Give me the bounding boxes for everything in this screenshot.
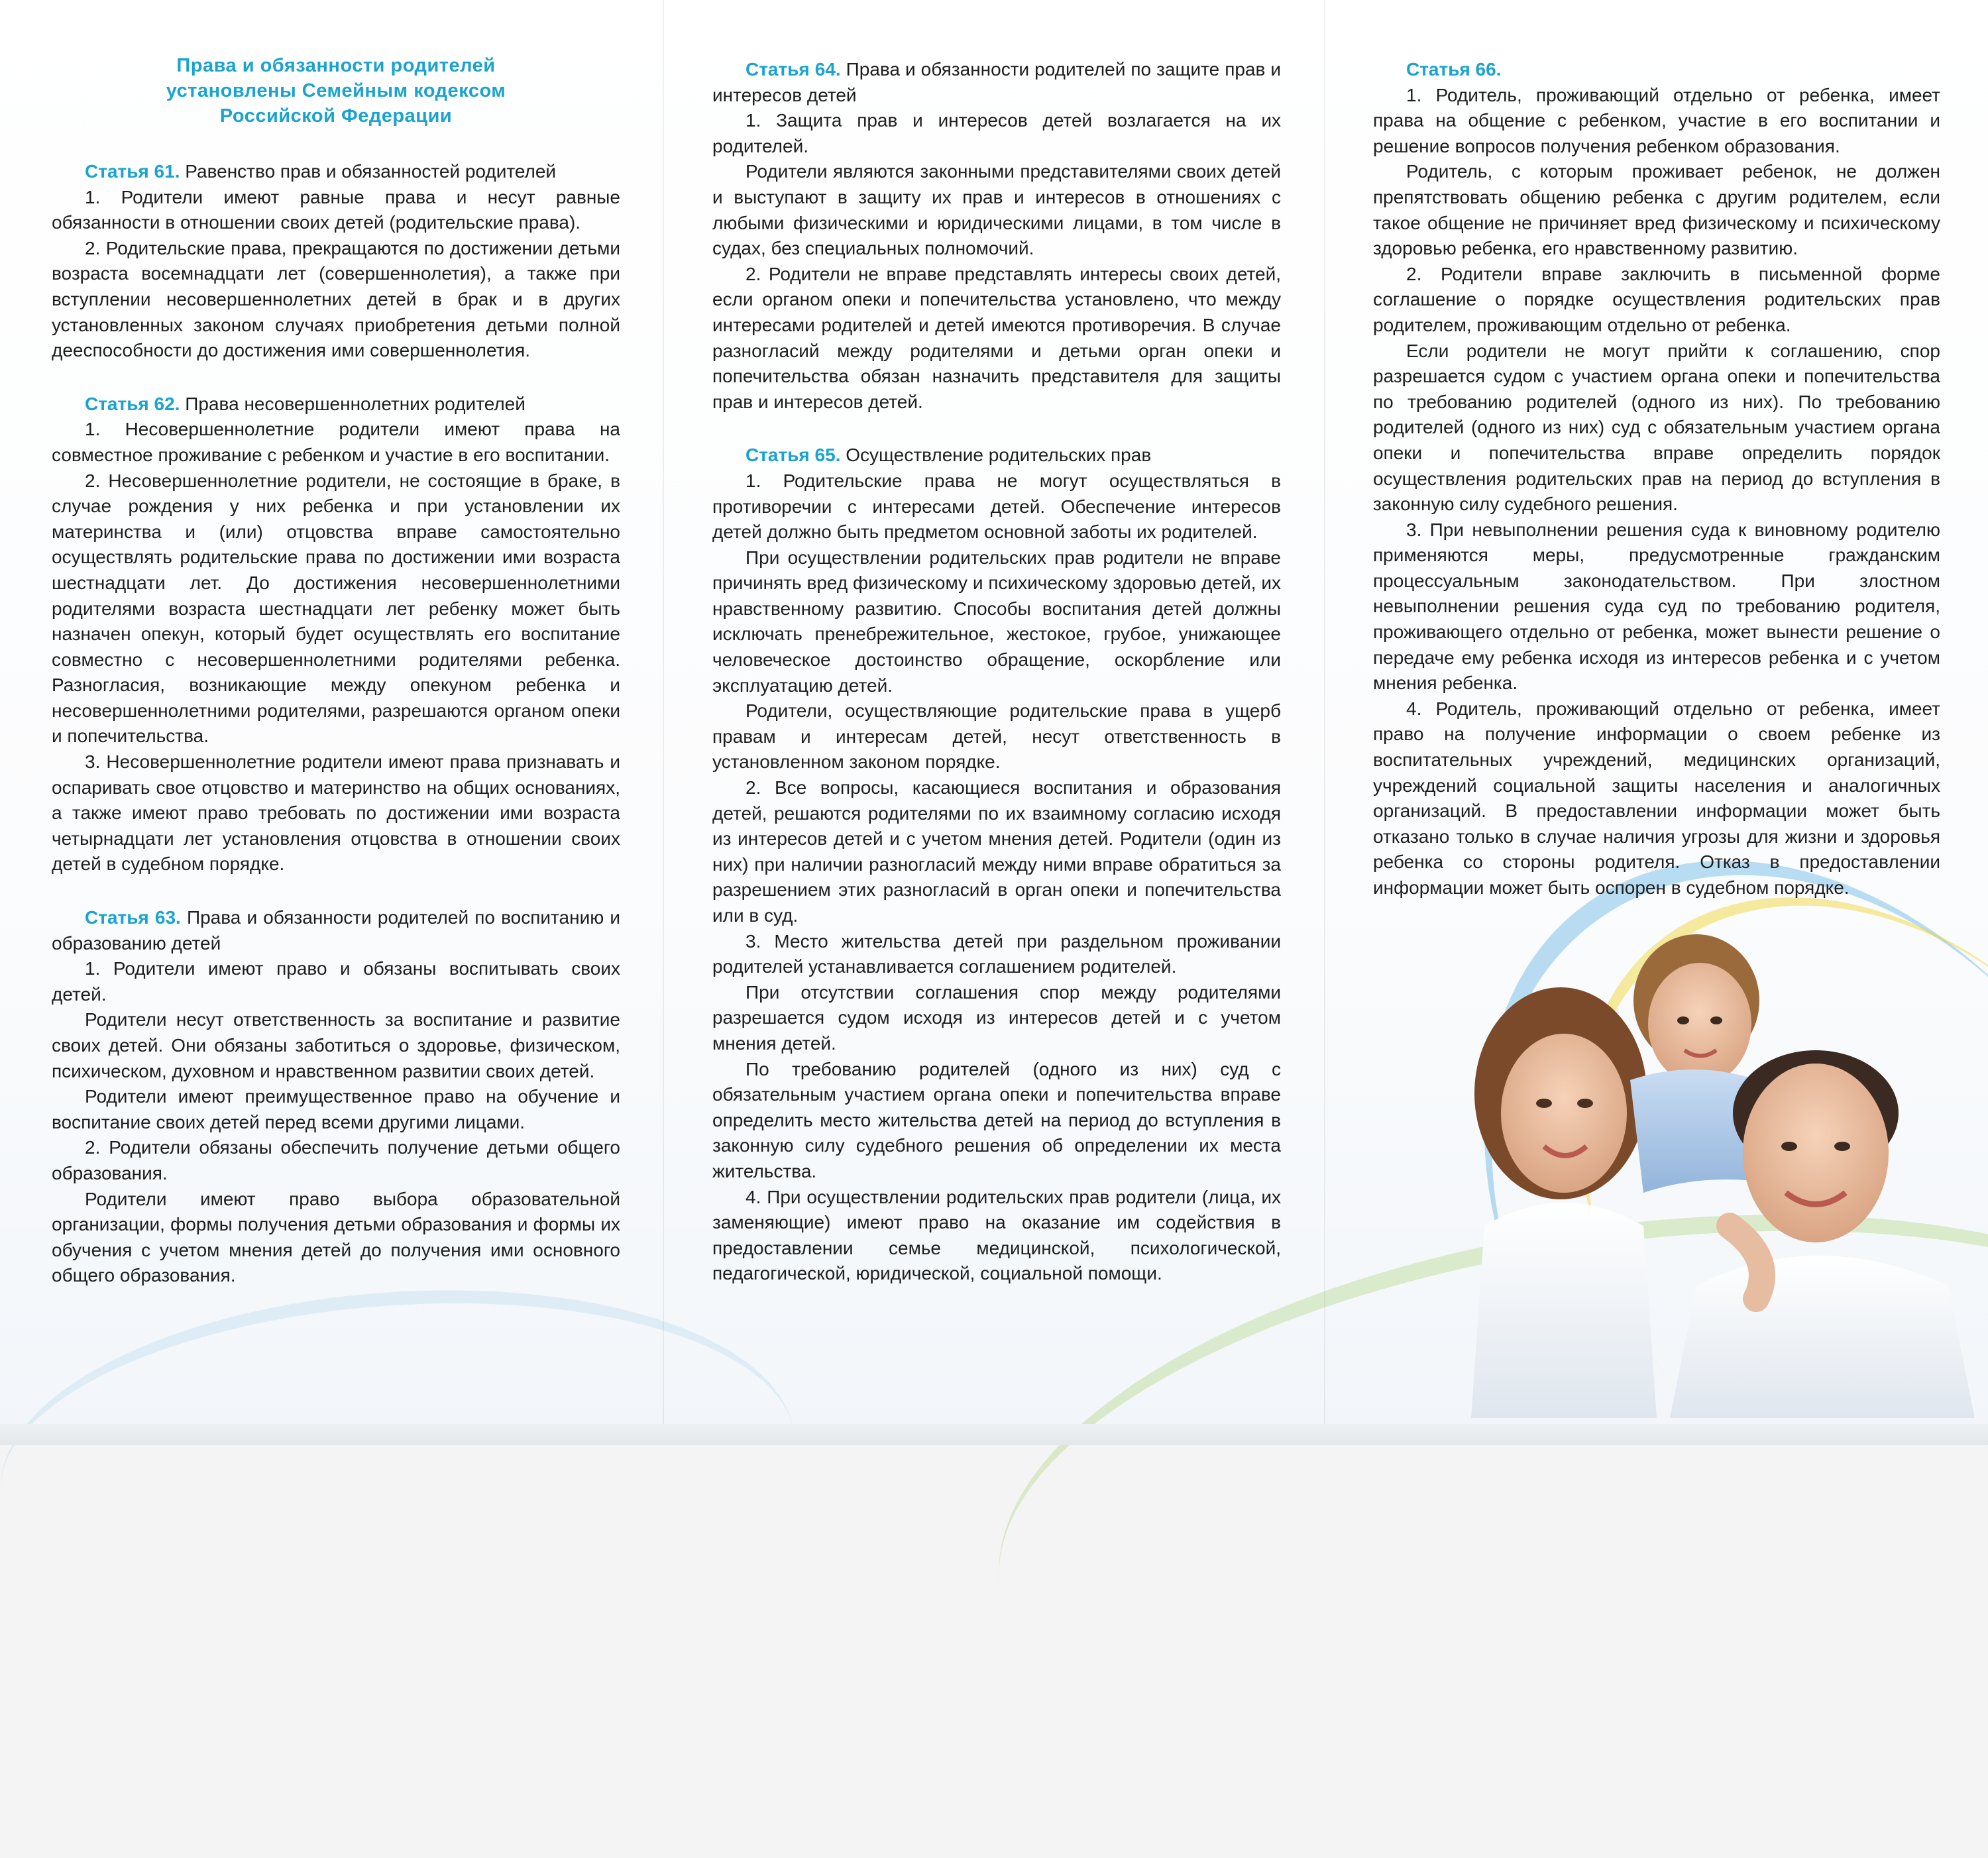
- fold-line: [1324, 0, 1325, 1424]
- article-heading: Статья 65. Осуществление родительских прав: [746, 445, 1152, 466]
- column-middle: [712, 57, 1281, 1315]
- article-label: Статья 61.: [85, 161, 180, 182]
- article-label: Статья 62.: [85, 393, 180, 414]
- paragraph: Родители, осуществляющие родительские права в ущерб правам и интересам детей, несут ответственность в установленном законом порядке.: [712, 700, 1281, 773]
- article-label: Статья 64.: [746, 59, 841, 80]
- article-label: Статья 66.: [1406, 59, 1502, 80]
- article-heading: Статья 64. Права и обязанности родителей по защите прав и интересов детей: [712, 59, 1281, 105]
- fold-line: [663, 0, 664, 1424]
- paragraph: 1. Родители имеют равные права и несут равные обязанности в отношении своих детей (родительские права).: [52, 186, 620, 233]
- article-61: [52, 159, 620, 364]
- article-heading: Статья 62. Права несовершеннолетних родителей: [85, 393, 525, 414]
- paragraph: Родитель, с которым проживает ребенок, не должен препятствовать общению ребенка с другим родителем, если такое общение не причиняет вред физическому и психическому здоровью ребенка, его нравственному развитию.: [1373, 161, 1940, 259]
- paragraph: 1. Родительские права не могут осуществляться в противоречии с интересами детей. Обеспечение интересов детей должно быть предметом основной заботы их родителей.: [712, 470, 1281, 543]
- paragraph: 3. При невыполнении решения суда к виновному родителю применяются меры, предусмотренные гражданским процессуальным законодательством. При злостном невыполнении решения суда суд по требованию родителя, проживающего отдельно от ребенка, может вынести решение о передаче ему ребенка исходя из интересов ребенка и с учетом мнения ребенка.: [1373, 519, 1940, 694]
- article-label: Статья 65.: [746, 445, 841, 466]
- paragraph: 3. Место жительства детей при раздельном проживании родителей устанавливается соглашением родителей.: [712, 930, 1281, 977]
- paragraph: При осуществлении родительских прав родители не вправе причинять вред физическому и психическому здоровью детей, их нравственному развитию. Способы воспитания детей должны исключать пренебрежительное, жестокое, грубое, унижающее человеческое достоинство обращение, оскорбление или эксплуатацию детей.: [712, 547, 1281, 696]
- page-bottom-edge: [0, 1424, 1988, 1445]
- column-right: [1373, 57, 1940, 929]
- paragraph: 3. Несовершеннолетние родители имеют права признавать и оспаривать свое отцовство и материнство на общих основаниях, а также имеют право требовать по достижении ими возраста четырнадцати лет установления отцовства в отношении своих детей в судебном порядке.: [52, 751, 620, 875]
- paragraph: 2. Все вопросы, касающиеся воспитания и образования детей, решаются родителями по их взаимному согласию исходя из интересов детей и с учетом мнения детей. Родители (один из них) при наличии разногласий между ними вправе обратиться за разрешением этих разногласий в орган опеки и попечительства или в суд.: [712, 777, 1281, 926]
- paragraph: При отсутствии соглашения спор между родителями разрешается судом исходя из интересов детей и с учетом мнения детей.: [712, 981, 1281, 1054]
- paragraph: 2. Несовершеннолетние родители, не состоящие в браке, в случае рождения у них ребенка и при установлении их материнства и (или) отцовства вправе самостоятельно осуществлять родительские права по достижении ими возраста шестнадцати лет. До достижения несовершеннолетними родителями возраста шестнадцати лет ребенку может быть назначен опекун, который будет осуществлять его воспитание совместно с несовершеннолетними родителями ребенка. Разногласия, возникающие между опекуном ребенка и несовершеннолетними родителями, разрешаются органом опеки и попечительства.: [52, 470, 620, 747]
- paragraph: 4. Родитель, проживающий отдельно от ребенка, имеет право на получение информации о своем ребенке из воспитательных учреждений, медицинских организаций, учреждений социальной защиты населения и аналогичных организаций. В предоставлении информации может быть отказано только в случае наличия угрозы для жизни и здоровья ребенка со стороны родителя. Отказ в предоставлении информации может быть оспорен в судебном порядке.: [1373, 698, 1940, 898]
- article-65: [712, 443, 1281, 1287]
- article-label: Статья 63.: [85, 907, 181, 928]
- paragraph: Родители несут ответственность за воспитание и развитие своих детей. Они обязаны заботиться о здоровье, физическом, психическом, духовном и нравственном развитии своих детей.: [52, 1009, 620, 1081]
- paragraph: 1. Родители имеют право и обязаны воспитывать своих детей.: [52, 958, 620, 1005]
- paragraph: 2. Родители не вправе представлять интересы своих детей, если органом опеки и попечительства установлено, что между интересами родителей и детей имеются противоречия. В случае разногласий между родителями и детьми орган опеки и попечительства обязан назначить представителя для защиты прав и интересов детей.: [712, 263, 1281, 412]
- paragraph: 4. При осуществлении родительских прав родители (лица, их заменяющие) имеют право на оказание им содействия в предоставлении семье медицинской, психологической, педагогической, юридической, социальной помощи.: [712, 1186, 1281, 1284]
- article-heading: Статья 63. Права и обязанности родителей по воспитанию и образованию детей: [52, 907, 620, 954]
- page-title: Права и обязанности родителей установлены Семейным кодексом Российской Федерации: [166, 55, 506, 127]
- decorative-swoosh: [0, 1265, 806, 1664]
- paragraph: 1. Защита прав и интересов детей возлагается на их родителей.: [712, 110, 1281, 156]
- paragraph: Родители имеют право выбора образовательной организации, формы получения детьми образования и формы их обучения с учетом мнения детей до получения ими основного общего образования.: [52, 1188, 620, 1286]
- mother-figure: [1471, 987, 1657, 1418]
- column-left: [52, 53, 620, 1317]
- paragraph: По требованию родителей (одного из них) суд с обязательным участием органа опеки и попечительства вправе определить место жительства детей на период до вступления в законную силу судебного решения об определении их места жительства.: [712, 1058, 1281, 1181]
- article-heading: Статья 61. Равенство прав и обязанностей родителей: [85, 161, 557, 182]
- article-63: [52, 905, 620, 1289]
- family-photo: [1445, 914, 1975, 1418]
- paragraph: Родители являются законными представителями своих детей и выступают в защиту их прав и интересов в отношениях с любыми физическими и юридическими лицами, в том числе в судах, без специальных полномочий.: [712, 161, 1281, 259]
- paragraph: 1. Родитель, проживающий отдельно от ребенка, имеет права на общение с ребенком, участие в его воспитании и решение вопросов получения ребенком образования.: [1373, 84, 1940, 156]
- paragraph: Если родители не могут прийти к соглашению, спор разрешается судом с участием органа опеки и попечительства по требованию родителей (одного из них). По требованию родителей (одного из них) суд с обязательным участием органа опеки и попечительства вправе определить порядок осуществления родительских прав на период до вступления в законную силу судебного решения.: [1373, 340, 1940, 515]
- article-heading: [1373, 57, 1940, 83]
- article-62: [52, 392, 620, 877]
- paragraph: 2. Родители обязаны обеспечить получение детьми общего образования.: [52, 1137, 620, 1183]
- article-64: [712, 57, 1281, 415]
- paragraph: 2. Родительские права, прекращаются по достижении детьми возраста восемнадцати лет (совершеннолетия), а также при вступлении несовершеннолетних детей в брак и в других установленных законом случаях приобретения детьми полной дееспособности до достижения ими совершеннолетия.: [52, 237, 620, 361]
- article-66: [1373, 57, 1940, 901]
- paragraph: 1. Несовершеннолетние родители имеют права на совместное проживание с ребенком и участие в его воспитании.: [52, 419, 620, 465]
- paragraph: 2. Родители вправе заключить в письменной форме соглашение о порядке осуществления родительских прав родителем, проживающим отдельно от ребенка.: [1373, 263, 1940, 335]
- paragraph: Родители имеют преимущественное право на обучение и воспитание своих детей перед всеми другими лицами.: [52, 1086, 620, 1132]
